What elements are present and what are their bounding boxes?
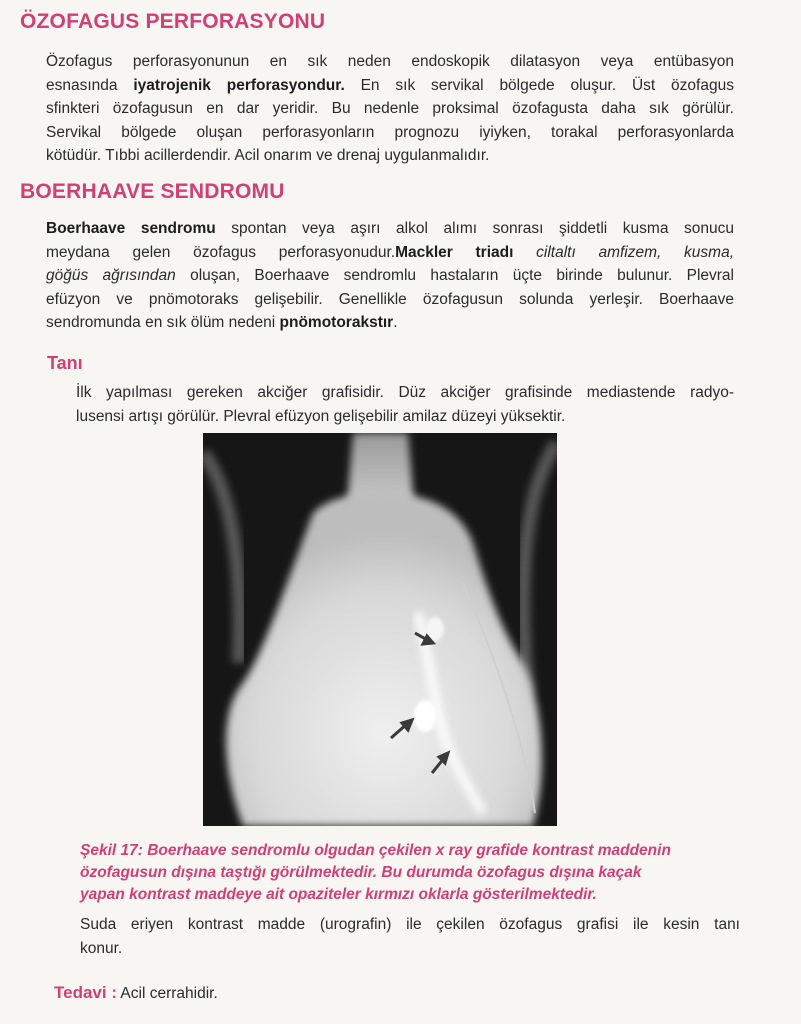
text-line: Suda eriyen kontrast madde (urografin) ile çekilen özofagus grafisi ile kesin tanı xyxy=(80,916,740,933)
figure-caption-line: özofagusun dışına taştığı görülmektedir. Bu durumda özofagus dışına kaçak xyxy=(80,864,642,881)
tedavi-text: Acil cerrahidir. xyxy=(116,985,218,1002)
text-line: sendromunda en sık ölüm nedeni pnömotorakstır. xyxy=(46,314,398,331)
figure-caption xyxy=(80,840,744,906)
tedavi-line xyxy=(54,983,218,1003)
bold-term: Boerhaave sendromu xyxy=(46,220,216,237)
text-line: Servikal bölgede oluşan perforasyonların prognozu iyiyken, torakal perforasyonlarda xyxy=(46,123,734,141)
text-line: efüzyon ve pnömotoraks gelişebilir. Genellikle özofagusun solunda yerleşir. Boerhaave xyxy=(46,290,734,308)
xray-image xyxy=(203,433,557,826)
paragraph-kesin-tani xyxy=(80,913,740,960)
paragraph-boerhaave-sendromu xyxy=(46,217,734,335)
paragraph-tani xyxy=(76,381,734,428)
text-line: sfinkteri özofagusun en dar yeridir. Bu nedenle proksimal özofagusta daha sık görülür. xyxy=(46,100,734,117)
subheading-tani: Tanı xyxy=(47,353,83,373)
bold-term: pnömotorakstır xyxy=(279,314,394,331)
paragraph-ozofagus-perforasyonu xyxy=(46,50,734,168)
text-line: konur. xyxy=(80,939,123,957)
text-line: Boerhaave sendromu spontan veya aşırı alkol alımı sonrası şiddetli kusma sonucu xyxy=(46,220,734,237)
bold-term: iyatrojenik perforasyondur. xyxy=(133,76,345,94)
text-line: lusensi artışı görülür. Plevral efüzyon gelişebilir amilaz düzeyi yüksektir. xyxy=(76,407,566,425)
text-line: esnasında iyatrojenik perforasyondur. En sık servikal bölgede oluşur. Üst özofagus xyxy=(46,76,734,94)
bold-term: Mackler triadı xyxy=(395,243,514,261)
text-line: kötüdür. Tıbbi acillerdendir. Acil onarım ve drenaj uygulanmalıdır. xyxy=(46,147,490,164)
section-title-ozofagus-perforasyonu: ÖZOFAGUS PERFORASYONU xyxy=(20,10,326,33)
tedavi-label: Tedavi : xyxy=(54,983,117,1002)
figure-caption-line: yapan kontrast maddeye ait opaziteler kırmızı oklarla gösterilmektedir. xyxy=(80,886,597,903)
section-title-boerhaave-sendromu: BOERHAAVE SENDROMU xyxy=(20,180,285,203)
italic-term: ciltaltı amfizem, kusma, xyxy=(536,243,734,261)
text-line: göğüs ağrısından oluşan, Boerhaave sendromlu hastaların üçte birinde bulunur. Plevral xyxy=(46,267,734,284)
text-line: İlk yapılması gereken akciğer grafisidir. Düz akciğer grafisinde mediastende radyo- xyxy=(76,384,734,401)
text-line: Özofagus perforasyonunun en sık neden endoskopik dilatasyon veya entübasyon xyxy=(46,53,734,70)
figure-caption-line: Şekil 17: Boerhaave sendromlu olgudan çekilen x ray grafide kontrast maddenin xyxy=(80,842,671,859)
italic-term: göğüs ağrısından xyxy=(46,267,176,284)
xray-figure xyxy=(203,433,557,826)
text-line: meydana gelen özofagus perforasyonudur.Mackler triadı ciltaltı amfizem, kusma, xyxy=(46,243,734,261)
